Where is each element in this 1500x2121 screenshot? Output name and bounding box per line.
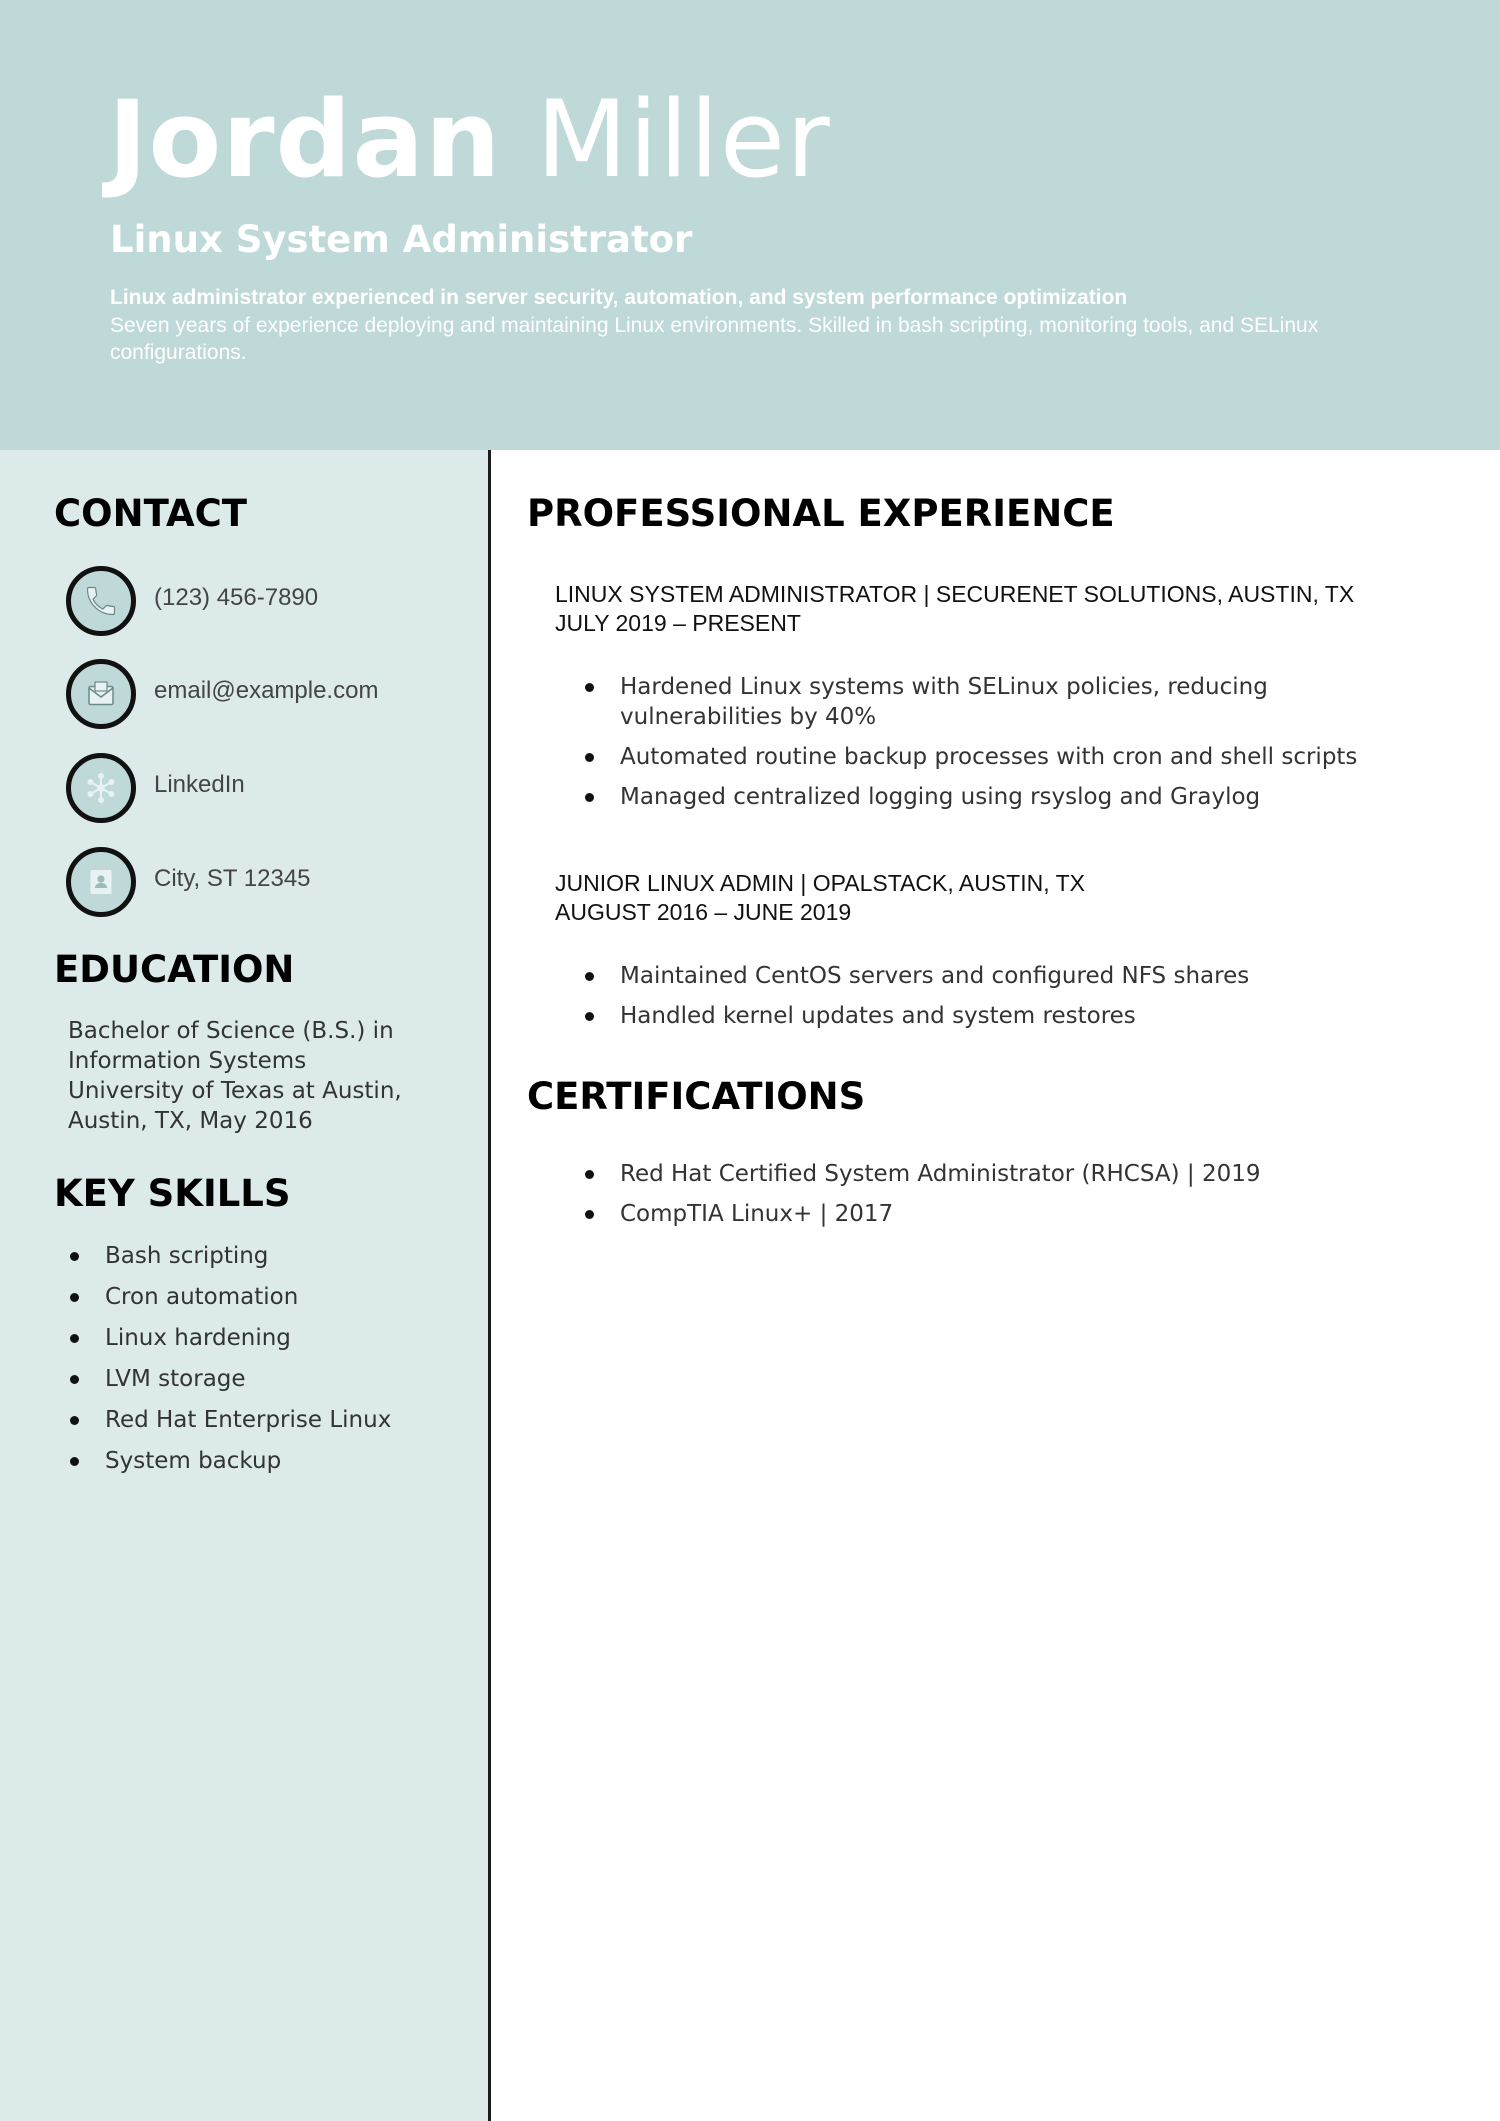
job-1-title: LINUX SYSTEM ADMINISTRATOR | SECURENET SOLUTIONS, AUSTIN, TX [555,581,1355,607]
last-name: Miller [536,78,831,201]
certification-item: Red Hat Certified System Administrator (RHCSA) | 2019 [585,1159,1415,1189]
skill-item: System backup [68,1441,391,1482]
phone-icon [66,566,136,636]
skills-list [68,1236,391,1482]
summary-body: Seven years of experience deploying and maintaining Linux environments. Skilled in bash scripting, monitoring tools, and SELinux configurations. [110,314,1319,364]
certifications-heading: CERTIFICATIONS [527,1075,866,1118]
education-line: Bachelor of Science (B.S.) in [68,1018,394,1044]
summary-heading: Linux administrator experienced in server security, automation, and system performance optimization [110,286,1128,309]
job-bullet: Handled kernel updates and system restores [585,1001,1415,1031]
contact-email [66,659,466,729]
education-line: Information Systems [68,1048,307,1074]
job-1-header [555,580,1354,638]
linkedin-link[interactable]: LinkedIn [154,771,245,798]
header-banner [0,0,1500,450]
skill-item: Red Hat Enterprise Linux [68,1400,391,1441]
education-details [68,1016,468,1136]
experience-heading: PROFESSIONAL EXPERIENCE [527,492,1115,535]
skill-item: Linux hardening [68,1318,391,1359]
certification-item: CompTIA Linux+ | 2017 [585,1199,1415,1229]
job-bullet: Managed centralized logging using rsyslog and Graylog [585,782,1415,812]
job-bullet: Automated routine backup processes with cron and shell scripts [585,742,1415,772]
education-line: University of Texas at Austin, [68,1078,402,1104]
job-2-title: JUNIOR LINUX ADMIN | OPALSTACK, AUSTIN, TX [555,870,1085,896]
job-1-bullets [585,672,1415,822]
column-divider [488,450,491,2121]
job-2-bullets [585,961,1415,1041]
contact-heading: CONTACT [54,492,247,535]
network-icon [66,753,136,823]
address-card-icon [66,847,136,917]
job-bullet: Hardened Linux systems with SELinux policies, reducing vulnerabilities by 40% [585,672,1415,732]
skill-item: Bash scripting [68,1236,391,1277]
phone-number: (123) 456-7890 [154,584,319,611]
skill-item: LVM storage [68,1359,391,1400]
job-2-header [555,869,1085,927]
certifications-list [585,1159,1415,1239]
contact-address [66,847,466,917]
email-address: email@example.com [154,677,379,704]
skill-item: Cron automation [68,1277,391,1318]
education-heading: EDUCATION [54,948,295,991]
contact-phone [66,566,466,636]
education-line: Austin, TX, May 2016 [68,1108,313,1134]
first-name: Jordan [108,78,502,201]
job-1-dates: JULY 2019 – PRESENT [555,610,801,636]
email-icon [66,659,136,729]
city-address: City, ST 12345 [154,865,311,892]
job-2-dates: AUGUST 2016 – JUNE 2019 [555,899,852,925]
skills-heading: KEY SKILLS [54,1172,291,1215]
contact-linkedin [66,753,466,823]
job-title: Linux System Administrator [110,218,693,261]
job-bullet: Maintained CentOS servers and configured NFS shares [585,961,1415,991]
candidate-name [108,78,831,201]
